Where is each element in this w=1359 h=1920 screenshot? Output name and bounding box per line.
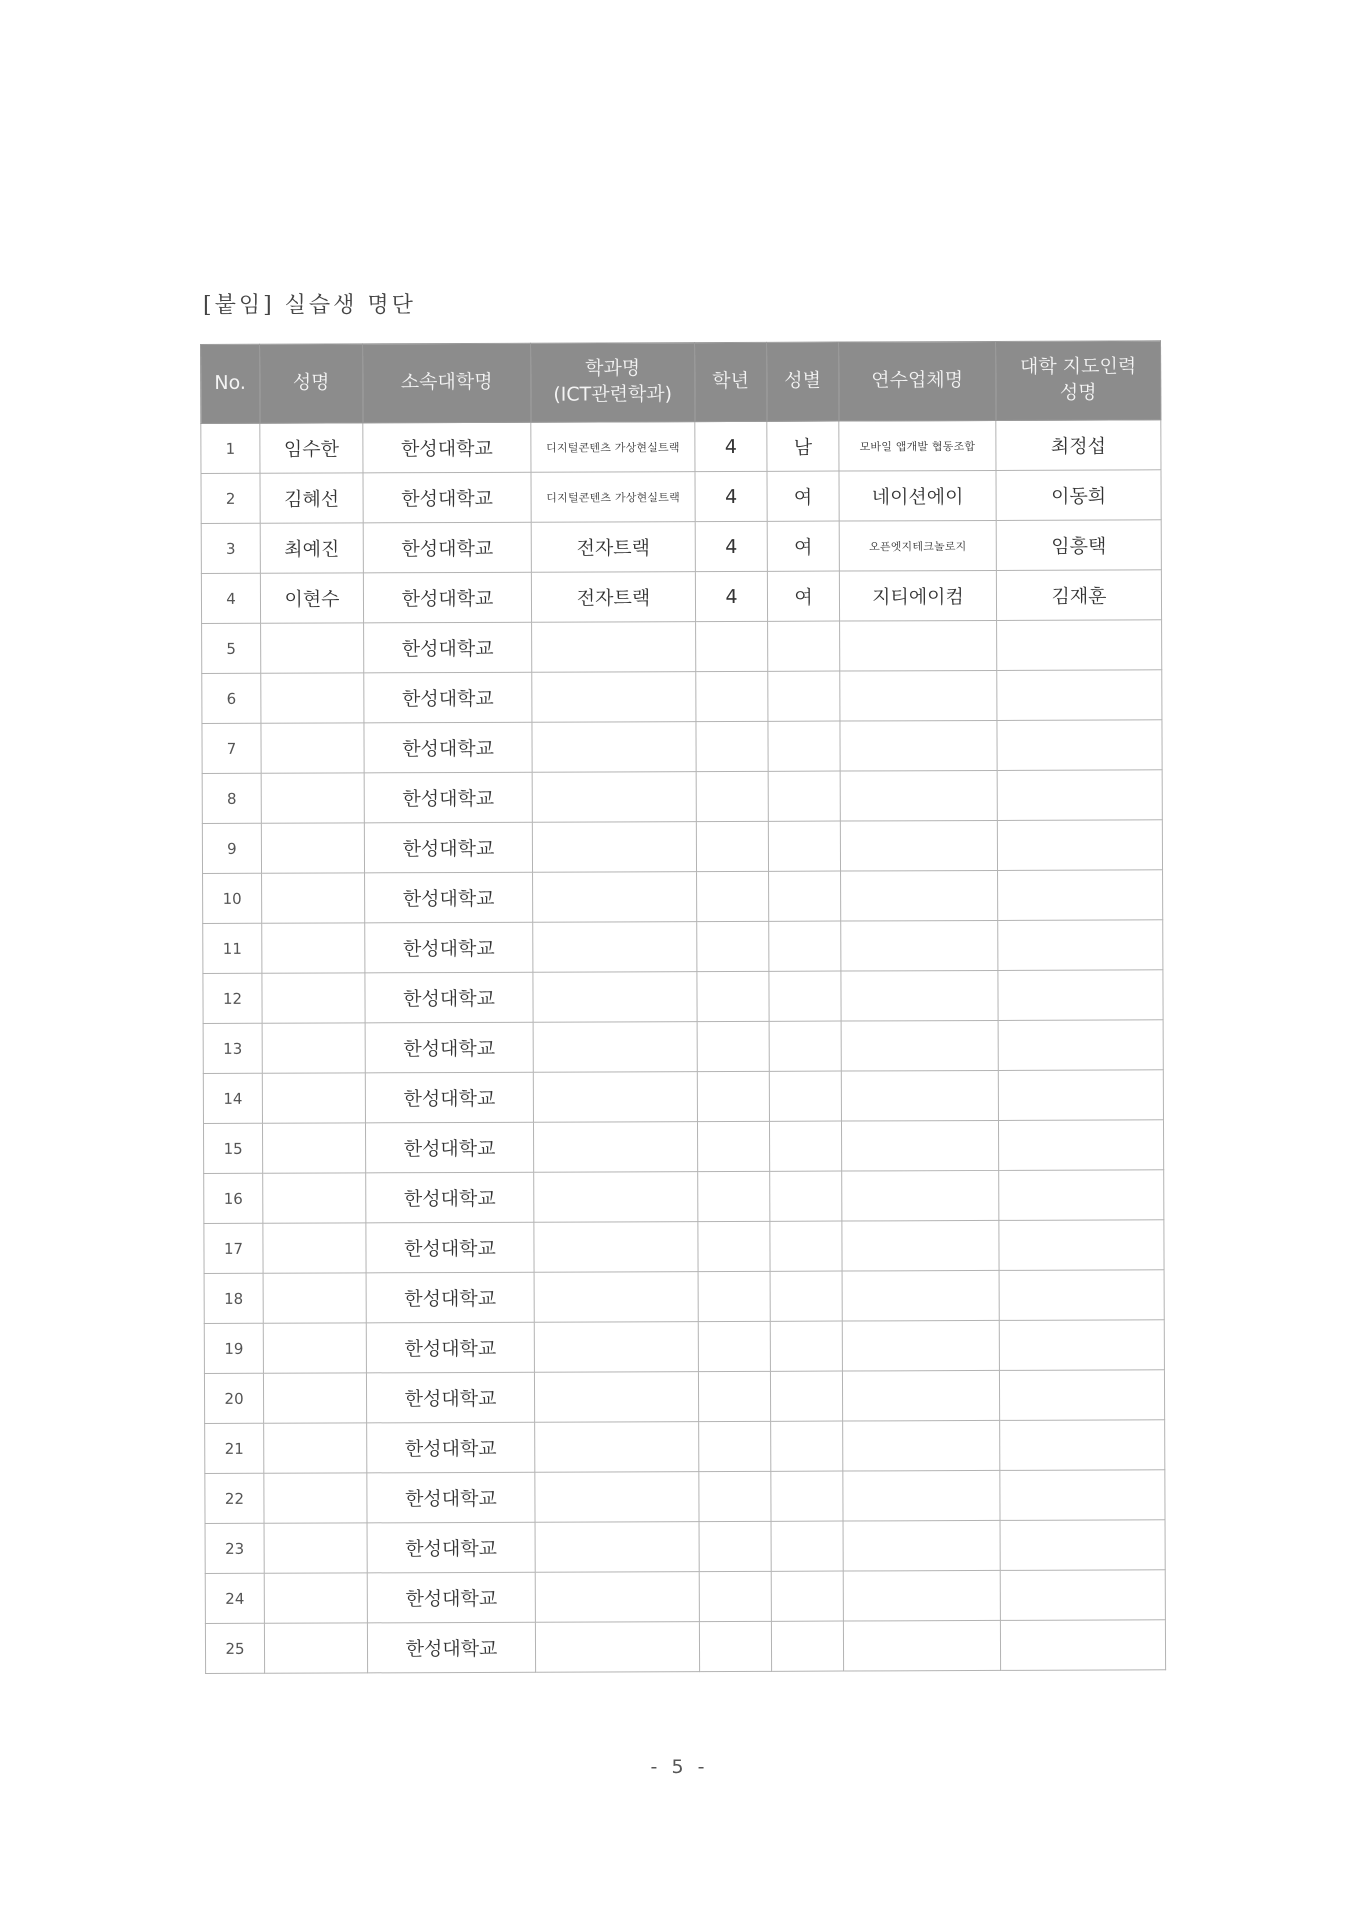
cell-university: 한성대학교 xyxy=(367,1522,535,1573)
cell-gender xyxy=(771,1471,843,1521)
cell-year xyxy=(698,1271,770,1321)
cell-name xyxy=(261,623,364,673)
cell-advisor xyxy=(1000,1620,1165,1671)
cell-advisor xyxy=(997,820,1162,871)
cell-advisor: 이동희 xyxy=(996,470,1161,521)
cell-name xyxy=(264,1573,367,1623)
table-row xyxy=(205,1520,1165,1574)
cell-company xyxy=(843,1420,1000,1471)
cell-no: 14 xyxy=(203,1073,262,1123)
cell-company: 오픈엣지테크놀로지 xyxy=(839,520,996,571)
cell-advisor xyxy=(998,870,1163,921)
cell-name xyxy=(262,923,365,973)
cell-no: 4 xyxy=(201,573,260,623)
cell-university: 한성대학교 xyxy=(363,422,531,473)
cell-advisor xyxy=(1000,1570,1165,1621)
cell-gender xyxy=(768,771,840,821)
cell-company xyxy=(842,1270,999,1321)
cell-gender xyxy=(771,1571,843,1621)
cell-no: 11 xyxy=(203,923,262,973)
cell-gender xyxy=(769,1071,841,1121)
table-row xyxy=(205,1620,1165,1674)
cell-advisor xyxy=(997,720,1162,771)
cell-gender xyxy=(771,1421,843,1471)
cell-no: 22 xyxy=(205,1473,264,1523)
cell-advisor xyxy=(999,1220,1164,1271)
cell-university: 한성대학교 xyxy=(364,622,532,673)
cell-advisor xyxy=(998,1120,1163,1171)
cell-department xyxy=(534,1322,698,1373)
header-gender: 성별 xyxy=(766,342,838,421)
cell-name: 이현수 xyxy=(260,573,363,623)
cell-no: 10 xyxy=(203,873,262,923)
cell-department xyxy=(533,1122,697,1173)
cell-advisor xyxy=(998,920,1163,971)
cell-department xyxy=(535,1622,699,1673)
table-row xyxy=(203,1120,1163,1174)
table-row xyxy=(203,970,1163,1024)
cell-university: 한성대학교 xyxy=(364,772,532,823)
cell-no: 2 xyxy=(201,473,260,523)
table-header xyxy=(201,341,1161,424)
cell-university: 한성대학교 xyxy=(366,1322,534,1373)
header-name: 성명 xyxy=(260,344,363,423)
cell-department xyxy=(534,1172,698,1223)
cell-gender xyxy=(769,871,841,921)
header-university: 소속대학명 xyxy=(363,343,531,423)
cell-gender xyxy=(768,721,840,771)
document-title: [붙임] 실습생 명단 xyxy=(203,293,416,318)
table-row xyxy=(201,520,1161,574)
cell-no: 20 xyxy=(204,1373,263,1423)
cell-year xyxy=(699,1571,771,1621)
cell-no: 24 xyxy=(205,1573,264,1623)
cell-no: 5 xyxy=(202,623,261,673)
cell-company xyxy=(843,1470,1000,1521)
table-row xyxy=(205,1420,1165,1474)
cell-university: 한성대학교 xyxy=(367,1472,535,1523)
cell-advisor xyxy=(1000,1420,1165,1471)
cell-no: 8 xyxy=(202,773,261,823)
cell-department xyxy=(533,1072,697,1123)
cell-gender: 여 xyxy=(767,521,839,571)
cell-company xyxy=(841,1020,998,1071)
cell-university: 한성대학교 xyxy=(365,1072,533,1123)
cell-gender xyxy=(768,671,840,721)
cell-year: 4 xyxy=(695,571,767,621)
table-row xyxy=(204,1370,1164,1424)
cell-university: 한성대학교 xyxy=(367,1422,535,1473)
cell-company xyxy=(840,770,997,821)
cell-company xyxy=(841,1070,998,1121)
cell-gender xyxy=(768,821,840,871)
cell-name: 최예진 xyxy=(260,523,363,573)
cell-year xyxy=(699,1421,771,1471)
cell-year xyxy=(697,1021,769,1071)
cell-gender: 남 xyxy=(767,421,839,471)
cell-advisor xyxy=(999,1370,1164,1421)
cell-name xyxy=(261,723,364,773)
cell-gender xyxy=(770,1171,842,1221)
table-row xyxy=(201,420,1161,474)
cell-department xyxy=(535,1522,699,1573)
cell-year xyxy=(698,1221,770,1271)
cell-company xyxy=(842,1370,999,1421)
page-number: - 5 - xyxy=(650,1756,709,1778)
cell-name xyxy=(262,873,365,923)
cell-university: 한성대학교 xyxy=(365,972,533,1023)
cell-advisor xyxy=(1000,1520,1165,1571)
cell-university: 한성대학교 xyxy=(367,1622,535,1673)
cell-company xyxy=(841,1120,998,1171)
cell-year xyxy=(696,671,768,721)
header-year: 학년 xyxy=(694,342,766,421)
table-row xyxy=(202,620,1162,674)
cell-year xyxy=(696,771,768,821)
cell-no: 12 xyxy=(203,973,262,1023)
table-body xyxy=(201,420,1166,1674)
cell-company xyxy=(840,620,997,671)
cell-gender xyxy=(770,1271,842,1321)
cell-department xyxy=(532,772,696,823)
cell-gender xyxy=(771,1621,843,1671)
cell-year xyxy=(697,1121,769,1171)
cell-no: 7 xyxy=(202,723,261,773)
cell-year: 4 xyxy=(695,471,767,521)
cell-name xyxy=(263,1173,366,1223)
table-row xyxy=(203,1070,1163,1124)
cell-gender xyxy=(769,971,841,1021)
cell-company xyxy=(840,820,997,871)
cell-year xyxy=(697,921,769,971)
cell-year xyxy=(698,1321,770,1371)
cell-year xyxy=(699,1471,771,1521)
cell-university: 한성대학교 xyxy=(363,572,531,623)
cell-name xyxy=(263,1223,366,1273)
table-row xyxy=(202,720,1162,774)
cell-year xyxy=(698,1171,770,1221)
cell-department: 전자트랙 xyxy=(531,522,695,573)
cell-advisor: 김재훈 xyxy=(996,570,1161,621)
cell-no: 23 xyxy=(205,1523,264,1573)
cell-gender xyxy=(768,621,840,671)
cell-university: 한성대학교 xyxy=(364,722,532,773)
cell-no: 13 xyxy=(203,1023,262,1073)
cell-department xyxy=(532,822,696,873)
cell-name xyxy=(264,1623,367,1673)
cell-gender xyxy=(771,1521,843,1571)
cell-university: 한성대학교 xyxy=(365,1122,533,1173)
cell-no: 3 xyxy=(201,523,260,573)
cell-no: 18 xyxy=(204,1273,263,1323)
cell-department: 디지털콘텐츠 가상현실트랙 xyxy=(531,472,695,523)
cell-gender xyxy=(769,1121,841,1171)
table-row xyxy=(205,1470,1165,1524)
cell-no: 6 xyxy=(202,673,261,723)
cell-gender: 여 xyxy=(767,571,839,621)
table-row xyxy=(204,1220,1164,1274)
cell-name xyxy=(262,1123,365,1173)
cell-university: 한성대학교 xyxy=(365,1022,533,1073)
cell-advisor xyxy=(999,1270,1164,1321)
cell-name: 임수한 xyxy=(260,423,363,473)
cell-no: 17 xyxy=(204,1223,263,1273)
cell-no: 9 xyxy=(202,823,261,873)
cell-year xyxy=(699,1521,771,1571)
cell-department: 전자트랙 xyxy=(531,572,695,623)
cell-company xyxy=(843,1520,1000,1571)
cell-company xyxy=(842,1320,999,1371)
cell-year xyxy=(697,871,769,921)
cell-department xyxy=(534,1372,698,1423)
cell-year: 4 xyxy=(695,421,767,471)
cell-advisor xyxy=(997,620,1162,671)
header-advisor: 대학 지도인력 성명 xyxy=(995,341,1160,421)
cell-university: 한성대학교 xyxy=(363,472,531,523)
table-row xyxy=(201,570,1161,624)
cell-advisor xyxy=(998,1070,1163,1121)
cell-department xyxy=(533,922,697,973)
cell-company: 지티에이컴 xyxy=(839,570,996,621)
cell-gender xyxy=(769,921,841,971)
cell-university: 한성대학교 xyxy=(365,922,533,973)
cell-company xyxy=(843,1570,1000,1621)
cell-company xyxy=(841,970,998,1021)
cell-advisor xyxy=(997,770,1162,821)
cell-company xyxy=(841,870,998,921)
table-row xyxy=(204,1270,1164,1324)
cell-year xyxy=(697,1071,769,1121)
cell-name xyxy=(261,823,364,873)
header-department: 학과명 (ICT관련학과) xyxy=(530,343,694,423)
cell-no: 1 xyxy=(201,423,260,473)
cell-university: 한성대학교 xyxy=(364,822,532,873)
cell-department xyxy=(534,1222,698,1273)
cell-university: 한성대학교 xyxy=(366,1222,534,1273)
cell-year xyxy=(696,721,768,771)
cell-company xyxy=(840,720,997,771)
table-row xyxy=(202,820,1162,874)
cell-advisor xyxy=(999,1320,1164,1371)
cell-university: 한성대학교 xyxy=(367,1572,535,1623)
cell-name xyxy=(261,673,364,723)
cell-company xyxy=(842,1170,999,1221)
cell-name xyxy=(264,1423,367,1473)
table-row xyxy=(201,470,1161,524)
cell-advisor: 최정섭 xyxy=(996,420,1161,471)
cell-advisor xyxy=(1000,1470,1165,1521)
cell-department xyxy=(533,872,697,923)
cell-department xyxy=(535,1422,699,1473)
cell-department xyxy=(535,1472,699,1523)
cell-company: 모바일 앱개발 협동조합 xyxy=(839,420,996,471)
cell-name xyxy=(262,1073,365,1123)
cell-name xyxy=(261,773,364,823)
cell-department: 디지털콘텐츠 가상현실트랙 xyxy=(531,422,695,473)
table-row xyxy=(204,1320,1164,1374)
cell-no: 21 xyxy=(205,1423,264,1473)
cell-company xyxy=(840,670,997,721)
cell-year xyxy=(697,971,769,1021)
cell-advisor xyxy=(999,1170,1164,1221)
header-row xyxy=(201,341,1161,424)
cell-name xyxy=(264,1523,367,1573)
cell-department xyxy=(533,972,697,1023)
cell-year xyxy=(696,821,768,871)
cell-no: 15 xyxy=(203,1123,262,1173)
cell-advisor xyxy=(998,970,1163,1021)
cell-university: 한성대학교 xyxy=(366,1372,534,1423)
cell-university: 한성대학교 xyxy=(363,522,531,573)
cell-company xyxy=(843,1620,1000,1671)
cell-year xyxy=(698,1371,770,1421)
cell-name xyxy=(264,1473,367,1523)
cell-name xyxy=(262,1023,365,1073)
table-row xyxy=(203,1020,1163,1074)
cell-department xyxy=(534,1272,698,1323)
header-no: No. xyxy=(201,344,260,423)
cell-name xyxy=(263,1323,366,1373)
cell-university: 한성대학교 xyxy=(366,1172,534,1223)
table-row xyxy=(203,920,1163,974)
cell-advisor: 임흥택 xyxy=(996,520,1161,571)
table-row xyxy=(205,1570,1165,1624)
cell-gender xyxy=(770,1221,842,1271)
cell-university: 한성대학교 xyxy=(366,1272,534,1323)
cell-company: 네이션에이 xyxy=(839,470,996,521)
cell-no: 25 xyxy=(205,1623,264,1673)
cell-department xyxy=(532,622,696,673)
cell-name xyxy=(262,973,365,1023)
cell-no: 19 xyxy=(204,1323,263,1373)
cell-name: 김혜선 xyxy=(260,473,363,523)
table-row xyxy=(202,770,1162,824)
cell-advisor xyxy=(997,670,1162,721)
cell-department xyxy=(532,722,696,773)
table-row xyxy=(204,1170,1164,1224)
cell-advisor xyxy=(998,1020,1163,1071)
cell-year xyxy=(699,1621,771,1671)
cell-university: 한성대학교 xyxy=(364,672,532,723)
cell-company xyxy=(841,920,998,971)
cell-gender xyxy=(770,1371,842,1421)
cell-department xyxy=(533,1022,697,1073)
cell-year xyxy=(696,621,768,671)
cell-company xyxy=(842,1220,999,1271)
cell-name xyxy=(263,1273,366,1323)
cell-no: 16 xyxy=(204,1173,263,1223)
table-row xyxy=(203,870,1163,924)
cell-department xyxy=(535,1572,699,1623)
student-roster-table xyxy=(200,340,1166,1674)
cell-gender: 여 xyxy=(767,471,839,521)
cell-gender xyxy=(770,1321,842,1371)
cell-year: 4 xyxy=(695,521,767,571)
cell-gender xyxy=(769,1021,841,1071)
table-row xyxy=(202,670,1162,724)
cell-university: 한성대학교 xyxy=(365,872,533,923)
header-company: 연수업체명 xyxy=(838,341,995,421)
cell-name xyxy=(263,1373,366,1423)
cell-department xyxy=(532,672,696,723)
